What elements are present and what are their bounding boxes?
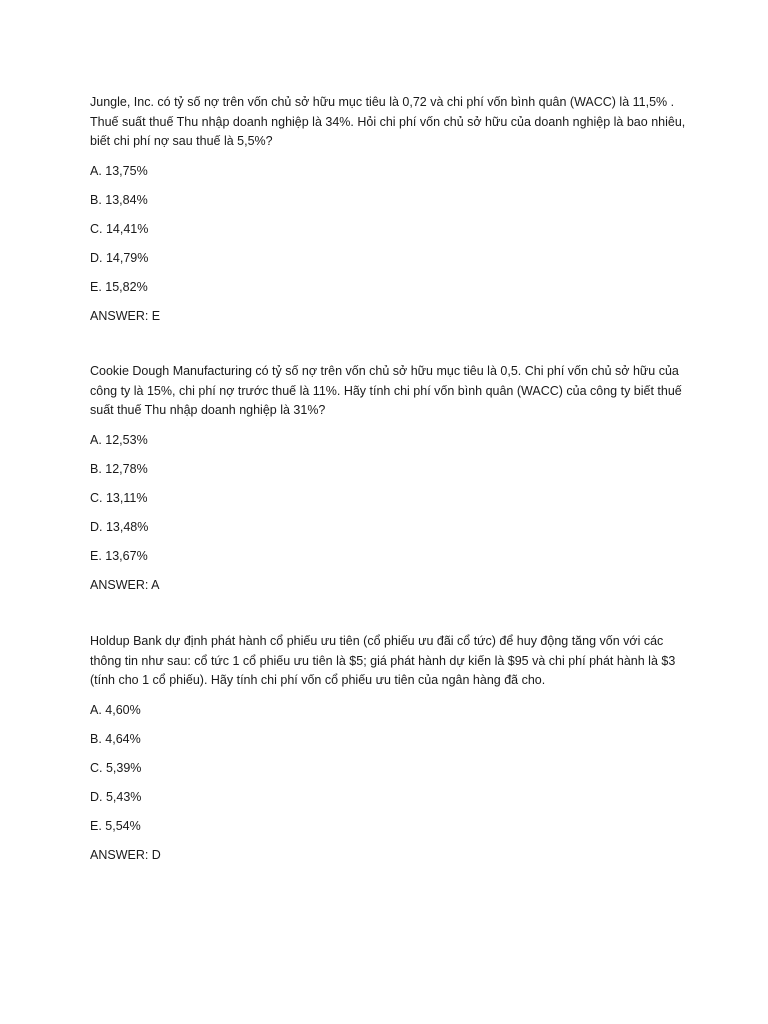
answer-key: ANSWER: D	[90, 847, 161, 862]
answer-option: C. 5,39%	[90, 760, 142, 775]
answer-option: B. 12,78%	[90, 461, 148, 476]
question-text: Holdup Bank dự định phát hành cổ phiếu ưu tiên (cổ phiếu ưu đãi cổ tức) để huy động tăng vốn với các thông tin như sau: cổ tức 1 cổ phiếu ưu tiên là $5; giá phát hành dự kiến là $95 và chi phí phát hành là $3 (tính cho 1 cổ phiếu). Hãy tính chi phí vốn cổ phiếu ưu tiên của ngân hàng đã cho.	[90, 634, 676, 687]
answer-option: E. 5,54%	[90, 818, 141, 833]
answer-key: ANSWER: E	[90, 308, 161, 323]
answer-option: D. 14,79%	[90, 250, 149, 265]
question-block	[90, 362, 690, 605]
answer-option: A. 12,53%	[90, 432, 148, 447]
answer-option: A. 13,75%	[90, 163, 148, 178]
question-block	[90, 93, 690, 336]
answer-key: ANSWER: A	[90, 577, 160, 592]
question-text: Jungle, Inc. có tỷ số nợ trên vốn chủ sở hữu mục tiêu là 0,72 và chi phí vốn bình quân (WACC) là 11,5% . Thuế suất thuế Thu nhập doanh nghiệp là 34%. Hỏi chi phí vốn chủ sở hữu của doanh nghiệp là bao nhiêu, biết chi phí nợ sau thuế là 5,5%?	[90, 95, 686, 148]
answer-option: E. 15,82%	[90, 279, 148, 294]
answer-option: C. 13,11%	[90, 490, 148, 505]
answer-option: D. 13,48%	[90, 519, 149, 534]
answer-option: D. 5,43%	[90, 789, 142, 804]
answer-option: E. 13,67%	[90, 548, 148, 563]
answer-option: A. 4,60%	[90, 702, 141, 717]
answer-option: B. 13,84%	[90, 192, 148, 207]
question-block	[90, 632, 690, 875]
answer-option: B. 4,64%	[90, 731, 141, 746]
question-text: Cookie Dough Manufacturing có tỷ số nợ trên vốn chủ sở hữu mục tiêu là 0,5. Chi phí vốn chủ sở hữu của công ty là 15%, chi phí nợ trước thuế là 11%. Hãy tính chi phí vốn bình quân (WACC) của công ty biết thuế suất thuế Thu nhập doanh nghiệp là 31%?	[90, 364, 682, 417]
answer-option: C. 14,41%	[90, 221, 149, 236]
